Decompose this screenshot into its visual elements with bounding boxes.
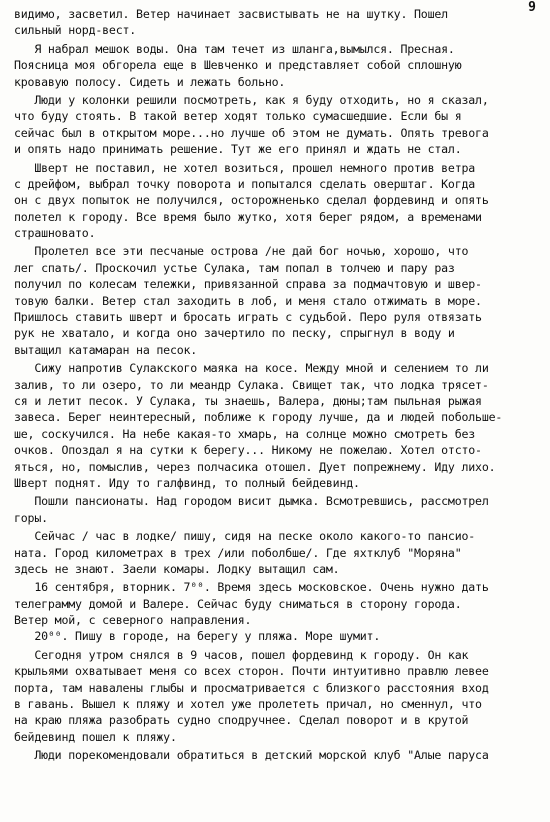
body-text	[14, 6, 544, 764]
text-line: он с двух попыток не получился, осторожненько сделал фордевинд и опять	[14, 193, 489, 208]
text-line: товую балки. Ветер стал заходить в лоб, и меня стало отжимать в море.	[14, 293, 482, 308]
text-line: Пошли пансионаты. Над городом висит дымка. Всмотревшись, рассмотрел	[14, 494, 489, 509]
text-line: что буду стоять. В такой ветер ходят только сумасшедшие. Если бы я	[14, 109, 462, 124]
text-line: вытащил катамаран на песок.	[14, 342, 198, 357]
text-line: полетел к городу. Все время было жутко, хотя берег рядом, а временами	[14, 209, 482, 224]
text-line: 20⁰⁰. Пишу в городе, на берегу у пляжа. Море шумит.	[14, 629, 381, 644]
text-line: Сижу напротив Сулакского маяка на косе. Между мной и селением то ли	[14, 361, 489, 376]
text-line: яться, но, помыслив, через полчасика отошел. Дует попрежнему. Иду лихо.	[14, 459, 496, 474]
text-line: Шверт не поставил, не хотел возиться, прошел немного против ветра	[14, 160, 476, 175]
text-line: видимо, засветил. Ветер начинает засвистывать не на шутку. Пошел	[14, 7, 448, 21]
text-line: очков. Опоздал я на сутки к берегу... Никому не пожелаю. Хотел отсто-	[14, 443, 482, 458]
text-line: и опять надо принимать решение. Тут же его принял и ждать не стал.	[14, 142, 462, 157]
text-line: в гавань. Вышел к пляжу и хотел уже пролететь причал, но сменнул, что	[14, 697, 482, 712]
text-line: страшновато.	[14, 226, 96, 241]
text-line: сильный норд-вест.	[14, 23, 137, 38]
text-line: порта, там навалены глыбы и просматривается с близкого расстояния вход	[14, 680, 489, 695]
text-line: Сейчас / час в лодке/ пишу, сидя на песке около какого-то пансио-	[14, 529, 476, 544]
text-line: Шверт поднят. Иду то галфвинд, то полный бейдевинд.	[14, 475, 360, 490]
text-line: горы.	[14, 510, 48, 525]
text-line: лег спать/. Проскочил устье Сулака, там попал в толчею и пару раз	[14, 260, 455, 275]
text-line: ната. Город километрах в трех /или поболбше/. Где яхтклуб "Моряна"	[14, 545, 462, 560]
text-line: получил по колесам тележки, привязанной справа за подмачтовую и швер-	[14, 277, 482, 292]
text-line: завеса. Берег неинтересный, поближе к городу лучше, да и людей побольше-	[14, 410, 503, 425]
text-line: 16 сентября, вторник. 7⁰⁰. Время здесь московское. Очень нужно дать	[14, 580, 489, 595]
text-line: Ветер мой, с северного направления.	[14, 613, 252, 628]
text-line: сейчас был в открытом море...но лучше об этом не думать. Опять тревога	[14, 125, 489, 140]
text-line: крыльями охватывает меня со всех сторон. Почти интуитивно правлю левее	[14, 664, 489, 679]
text-line: Поясница моя обгорела еще в Шевченко и представляет собой сплошную	[14, 58, 462, 73]
text-line: Пролетел все эти песчаные острова /не дай бог ночью, хорошо, что	[14, 244, 469, 259]
text-line: залив, то ли озеро, то ли меандр Сулака. Свищет так, что лодка трясет-	[14, 377, 489, 392]
text-line: ся и летит песок. У Сулака, ты знаешь, Валера, дюны;там пыльная рыжая	[14, 393, 482, 408]
text-line: здесь не знают. Заели комары. Лодку вытащил сам.	[14, 561, 340, 576]
text-line: бейдевинд пошел к пляжу.	[14, 729, 177, 744]
text-line: на краю пляжа разобрать судно сподручнее. Сделал поворот и в крутой	[14, 713, 469, 728]
text-line: Я набрал мешок воды. Она там течет из шланга,вымылся. Пресная.	[14, 41, 455, 56]
text-line: Пришлось ставить шверт и бросать играть с судьбой. Перо руля отвязать	[14, 310, 482, 325]
text-line: с дрейфом, выбрал точку поворота и попытался сделать оверштаг. Когда	[14, 176, 476, 191]
text-line: ше, соскучился. На небе какая-то хмарь, на солнце можно смотреть без	[14, 426, 476, 441]
text-line: телеграмму домой и Валере. Сейчас буду сниматься в сторону города.	[14, 596, 462, 611]
text-line: кровавую полосу. Сидеть и лежать больно.	[14, 74, 286, 89]
text-line: Люди у колонки решили посмотреть, как я буду отходить, но я сказал,	[14, 92, 489, 107]
text-line: Сегодня утром снялся в 9 часов, пошел фордевинд к городу. Он как	[14, 647, 469, 662]
text-line: рук не хватало, и когда оно зачертило по песку, спрыгнул в воду и	[14, 326, 455, 341]
text-line: Люди порекомендовали обратиться в детский морской клуб "Алые паруса	[14, 748, 489, 763]
page-number: 9	[528, 0, 536, 15]
